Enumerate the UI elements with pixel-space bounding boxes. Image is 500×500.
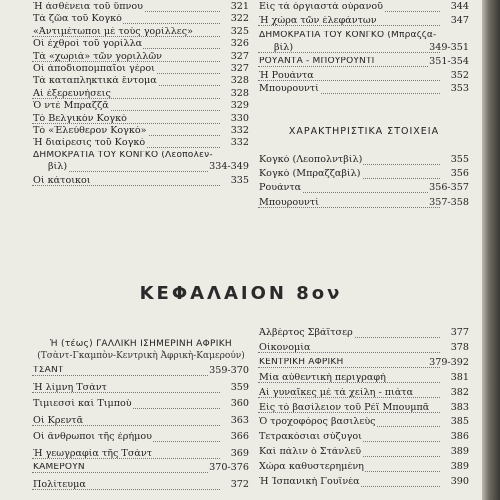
toc-entry-page: 363 — [230, 415, 249, 426]
toc-entry — [32, 14, 250, 26]
toc-lower-left — [32, 366, 250, 465]
toc-entry-title: Οἱ ἄνθρωποι τῆς ἐρήμου — [33, 432, 152, 442]
toc-entry-title: Μία αὐθεντικὴ περιγραφή — [259, 372, 386, 383]
toc-entry — [258, 403, 470, 415]
toc-lower-right — [258, 328, 470, 492]
toc-entry-title: Τετρακόσιαι σύζυγοι — [259, 432, 362, 443]
toc-entry-page: 355 — [450, 155, 469, 165]
toc-entry-title: Τὰ «χωριὰ» τῶν γοριλλῶν — [33, 51, 162, 62]
toc-entry-title: Χώρα καθυστερημένη — [259, 462, 364, 473]
toc-entry-page: 349-351 — [429, 42, 469, 53]
toc-entry-page: 370-376 — [209, 463, 249, 473]
toc-entry — [32, 27, 250, 39]
toc-entry-page: 356 — [450, 169, 469, 180]
toc-entry — [32, 52, 250, 64]
toc-entry-page: 334-349 — [209, 162, 249, 173]
toc-entry — [32, 89, 250, 101]
toc-entry — [32, 39, 250, 51]
toc-entry — [258, 57, 470, 69]
toc-entry — [258, 183, 470, 195]
toc-entry — [32, 101, 250, 113]
toc-entry-page: 389 — [450, 447, 469, 458]
toc-entry-title: Τὸ Βελγικὸν Κογκὸ — [33, 113, 127, 124]
toc-right-characteristics — [258, 155, 470, 212]
toc-entry-page: 328 — [230, 76, 249, 87]
toc-entry-title: ΔΗΜΟΚΡΑΤΙΑ ΤΟΥ ΚΟΝΓΚΟ (Λεοπολεν- — [33, 150, 213, 160]
toc-entry-title: Ὁ τροχοφόρος βασιλεὺς — [259, 417, 376, 428]
toc-entry — [258, 373, 470, 385]
toc-entry-page: 389 — [450, 462, 469, 473]
toc-entry-title: Τιμιεσσὶ καὶ Τιμποὺ — [33, 399, 132, 409]
toc-entry-title: Τὰ ζῶα τοῦ Κογκὸ — [33, 14, 122, 25]
toc-entry-title: Οἱ ἐχθροὶ τοῦ γορίλλα — [33, 39, 143, 50]
lower-left-heading: Ἡ (τέως) ΓΑΛΛΙΚΗ ΙΣΗΜΕΡΙΝΗ ΑΦΡΙΚΗ — [50, 339, 232, 349]
toc-entry — [32, 480, 250, 492]
lower-left-subheading: (Τσὰντ-Γκαμπὸν-Κεντρικὴ Ἀφρικὴ-Καμερούν) — [37, 351, 245, 361]
toc-lower-left-b — [32, 463, 250, 496]
toc-entry — [32, 76, 250, 88]
toc-entry-page: 360 — [230, 399, 249, 409]
toc-entry — [258, 417, 470, 429]
toc-entry-title: Ὁ ντὲ Μπραζζᾶ — [33, 101, 109, 112]
toc-entry-page: 322 — [230, 14, 249, 25]
toc-entry — [258, 447, 470, 459]
toc-entry-page: 328 — [230, 88, 249, 99]
toc-entry-title: Ἡ Ἰσπανικὴ Γουϊνέα — [259, 477, 360, 487]
toc-entry-page: 352 — [450, 70, 469, 81]
toc-entry-title: Ἡ ἀσθένεια τοῦ ὕπνου — [33, 2, 143, 12]
toc-entry — [258, 169, 470, 181]
toc-entry-page: 381 — [450, 372, 469, 383]
toc-entry-page: 344 — [450, 2, 469, 12]
toc-entry — [258, 16, 470, 28]
toc-entry-page: 390 — [450, 477, 469, 487]
toc-entry — [258, 198, 470, 210]
toc-entry — [258, 71, 470, 83]
toc-entry-title: Ἡ Ρουάντα — [259, 70, 314, 81]
toc-left-top — [32, 2, 250, 186]
toc-entry-page: 382 — [450, 387, 469, 398]
toc-entry-title: βίλ) — [32, 162, 68, 172]
toc-entry-page: 372 — [230, 479, 249, 490]
toc-entry-page: 330 — [230, 113, 249, 124]
toc-entry-page: 321 — [230, 2, 249, 12]
toc-entry-page: 385 — [450, 417, 469, 428]
toc-entry — [258, 432, 470, 444]
toc-entry-title: Κογκὸ (Μπραζζαβίλ) — [259, 169, 361, 180]
toc-entry-page: 347 — [450, 15, 469, 26]
toc-entry-title: Μπουρουντί — [259, 84, 319, 94]
toc-entry — [32, 162, 250, 174]
toc-entry-page: 377 — [450, 328, 469, 338]
characteristics-heading: ΧΑΡΑΚΤΗΡΙΣΤΙΚΑ ΣΤΟΙΧΕΙΑ — [288, 126, 440, 137]
toc-entry-page: 326 — [230, 39, 249, 50]
book-spine — [482, 0, 500, 500]
toc-entry-page: 366 — [230, 432, 249, 442]
toc-entry-title: Ρουάντα — [259, 183, 302, 194]
toc-entry-title: Οἰκονομία — [259, 342, 311, 353]
toc-entry-title: βίλ) — [258, 43, 294, 53]
toc-entry-page: 353 — [450, 84, 469, 94]
toc-entry-title: ΤΣΑΝΤ — [33, 366, 64, 375]
toc-entry-title: ΔΗΜΟΚΡΑΤΙΑ ΤΟΥ ΚΟΝΓΚΟ (Μπραζζα- — [259, 31, 437, 40]
toc-entry-title: Οἱ Κρεντᾶ — [33, 415, 84, 426]
toc-entry-title: Πολίτευμα — [33, 479, 86, 490]
toc-entry — [32, 64, 250, 76]
toc-entry-title: «Ἀντιμέτωποι μὲ τοὺς γορίλλες» — [33, 26, 193, 37]
toc-entry-page: 335 — [230, 175, 249, 186]
toc-entry-title: ΚΕΝΤΡΙΚΗ ΑΦΡΙΚΗ — [259, 357, 344, 367]
toc-entry-page: 325 — [230, 26, 249, 37]
toc-entry-title: ΡΟΥΑΝΤΑ - ΜΠΟΥΡΟΥΝΤΙ — [259, 57, 375, 66]
toc-entry — [258, 2, 470, 14]
toc-entry — [258, 358, 470, 370]
toc-entry-page: 386 — [450, 432, 469, 443]
toc-entry — [32, 463, 250, 475]
toc-entry — [258, 328, 470, 340]
toc-entry — [32, 366, 250, 378]
toc-entry — [258, 343, 470, 355]
toc-entry-title: Ἀλβέρτος Σβάϊτσερ — [259, 328, 353, 338]
toc-entry-page: 332 — [230, 138, 249, 149]
toc-entry — [32, 2, 250, 14]
toc-entry-title: Τὸ «Ἐλεύθερον Κογκὸ» — [33, 126, 147, 136]
toc-entry-title: Τὰ καταπληκτικὰ ἔντομα — [33, 76, 157, 87]
toc-entry-page: 378 — [450, 342, 469, 353]
toc-entry-title: Εἰς τὰ ὀργιαστὰ οὐρανοῦ — [259, 2, 383, 12]
toc-entry-page: 327 — [230, 51, 249, 62]
toc-entry-page: 359 — [230, 382, 249, 393]
toc-entry-title: Οἱ κάτοικοι — [33, 175, 91, 186]
toc-entry — [32, 114, 250, 126]
toc-entry — [32, 126, 250, 138]
toc-entry — [32, 138, 250, 150]
toc-entry — [32, 399, 250, 411]
toc-entry — [258, 155, 470, 167]
toc-entry-page: 369 — [230, 448, 249, 459]
chapter-title: ΚΕΦΑΛΑΙΟΝ 8ον — [139, 283, 343, 304]
toc-entry — [258, 477, 470, 489]
toc-entry — [258, 462, 470, 474]
toc-entry-multiline — [32, 151, 250, 163]
toc-entry-title: ΚΑΜΕΡΟΥΝ — [33, 463, 85, 472]
toc-entry-page: 379-392 — [429, 357, 469, 368]
toc-entry-title: Οἱ ἀποδιοπομπαῖοι γέροι — [33, 64, 155, 74]
toc-entry-title: Ἡ γεωγραφία τῆς Τσὰντ — [33, 448, 152, 459]
toc-entry-page: 356-357 — [429, 183, 469, 194]
toc-entry-title: Καὶ πάλιν ὁ Στάνλεϋ — [259, 447, 362, 458]
toc-entry-page: 327 — [230, 64, 249, 74]
toc-entry — [258, 43, 470, 55]
toc-entry — [258, 84, 470, 96]
toc-entry — [32, 449, 250, 461]
toc-entry — [32, 432, 250, 444]
toc-entry — [32, 176, 250, 188]
toc-entry-page: 359-370 — [209, 366, 249, 376]
toc-entry-multiline — [258, 31, 470, 43]
toc-entry-title: Αἱ γυναῖκες μὲ τὰ χείλη - πιάτα — [259, 387, 414, 398]
toc-entry-page: 383 — [450, 402, 469, 413]
toc-entry — [32, 416, 250, 428]
toc-entry-page: 357-358 — [429, 197, 469, 208]
toc-entry-title: Ἡ χώρα τῶν ἐλεφάντων — [259, 15, 377, 26]
toc-entry-page: 332 — [230, 126, 249, 136]
toc-entry-title: Ἡ διαίρεσις τοῦ Κογκὸ — [33, 138, 146, 149]
toc-entry-page: 329 — [230, 101, 249, 112]
toc-entry-title: Μπουρουντί — [259, 197, 319, 208]
toc-entry-title: Αἱ ἐξερευνήσεις — [33, 88, 111, 99]
toc-entry-title: Εἰς τὸ βασίλειον τοῦ Ρὲϊ Μπουμπᾶ — [259, 402, 430, 413]
toc-entry — [32, 383, 250, 395]
toc-entry-title: Κογκὸ (Λεοπολντβίλ) — [259, 155, 363, 165]
toc-entry — [258, 388, 470, 400]
toc-entry-page: 351-354 — [429, 57, 469, 67]
toc-entry-title: Ἡ λίμνη Τσὰντ — [33, 382, 107, 393]
